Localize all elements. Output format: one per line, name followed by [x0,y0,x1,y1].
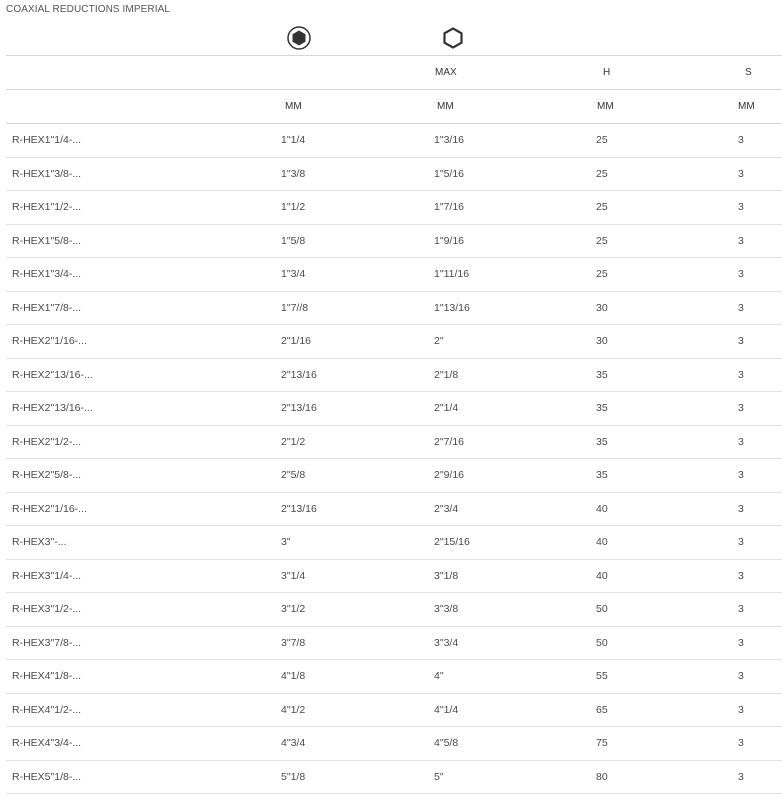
header-row-labels [6,56,782,90]
header-max: MAX [428,56,590,90]
cell-max: 1"7/16 [428,191,590,225]
cell-code[interactable]: R-HEX1"1/4-... [6,124,274,158]
cell-size: 2"13/16 [274,392,428,426]
cell-size: 3" [274,526,428,560]
cell-h: 40 [590,526,732,560]
header-col1 [274,56,428,90]
header-code [6,56,274,90]
cell-size: 2"13/16 [274,358,428,392]
cell-size: 2"5/8 [274,459,428,493]
cell-h: 35 [590,459,732,493]
cell-code[interactable]: R-HEX2"1/16-... [6,325,274,359]
cell-max: 1"3/16 [428,124,590,158]
table-row [6,660,782,694]
cell-h: 40 [590,559,732,593]
hexagon-outline-icon [441,26,465,50]
table-row [6,358,782,392]
cell-h: 25 [590,224,732,258]
cell-s: 3 [732,760,782,794]
cell-code[interactable]: R-HEX1"1/2-... [6,191,274,225]
table-row [6,760,782,794]
cell-code[interactable]: R-HEX3"7/8-... [6,626,274,660]
table-row [6,258,782,292]
page-title: COAXIAL REDUCTIONS IMPERIAL [6,4,171,15]
cell-s: 3 [732,124,782,158]
cell-s: 3 [732,660,782,694]
table-row [6,325,782,359]
table-row [6,124,782,158]
cell-h: 50 [590,626,732,660]
cell-s: 3 [732,191,782,225]
cell-code[interactable]: R-HEX4"1/8-... [6,660,274,694]
cell-h: 40 [590,492,732,526]
cell-size: 4"3/4 [274,727,428,761]
cell-max: 2"7/16 [428,425,590,459]
cell-max: 2"1/4 [428,392,590,426]
cell-code[interactable]: R-HEX1"3/4-... [6,258,274,292]
cell-s: 3 [732,392,782,426]
cell-max: 2"9/16 [428,459,590,493]
cell-h: 30 [590,291,732,325]
cell-h: 25 [590,124,732,158]
cell-h: 65 [590,693,732,727]
cell-s: 3 [732,157,782,191]
cell-s: 3 [732,224,782,258]
cell-size: 4"1/2 [274,693,428,727]
cell-s: 3 [732,325,782,359]
cell-h: 30 [590,325,732,359]
table-row [6,392,782,426]
cell-max: 2"1/8 [428,358,590,392]
unit-s: MM [732,90,782,124]
cell-max: 2"3/4 [428,492,590,526]
cell-size: 5"1/8 [274,760,428,794]
cell-code[interactable]: R-HEX5"1/8-... [6,760,274,794]
cell-h: 35 [590,358,732,392]
cell-h: 35 [590,425,732,459]
cell-size: 1"3/8 [274,157,428,191]
cell-size: 1"5/8 [274,224,428,258]
cell-s: 3 [732,526,782,560]
cell-h: 75 [590,727,732,761]
table-row [6,157,782,191]
cell-code[interactable]: R-HEX2"13/16-... [6,392,274,426]
shape-icons-row [0,22,782,54]
header-s: S [732,56,782,90]
cell-max: 2"15/16 [428,526,590,560]
cell-size: 3"1/2 [274,593,428,627]
table-row [6,626,782,660]
cell-s: 3 [732,425,782,459]
product-table [6,55,782,794]
cell-s: 3 [732,626,782,660]
cell-size: 2"13/16 [274,492,428,526]
cell-s: 3 [732,258,782,292]
cell-code[interactable]: R-HEX4"3/4-... [6,727,274,761]
cell-max: 3"3/4 [428,626,590,660]
table-row [6,459,782,493]
cell-code[interactable]: R-HEX3"-... [6,526,274,560]
unit-code [6,90,274,124]
cell-max: 4" [428,660,590,694]
cell-max: 2" [428,325,590,359]
header-row-units [6,90,782,124]
unit-col1: MM [274,90,428,124]
cell-h: 25 [590,191,732,225]
cell-h: 55 [590,660,732,694]
cell-max: 4"1/4 [428,693,590,727]
hexagon-filled-icon [287,26,311,50]
cell-s: 3 [732,593,782,627]
table-row [6,526,782,560]
table-row [6,593,782,627]
cell-s: 3 [732,727,782,761]
cell-code[interactable]: R-HEX2"1/2-... [6,425,274,459]
cell-max: 1"9/16 [428,224,590,258]
cell-code[interactable]: R-HEX1"7/8-... [6,291,274,325]
cell-max: 1"13/16 [428,291,590,325]
cell-size: 1"1/4 [274,124,428,158]
cell-size: 2"1/2 [274,425,428,459]
cell-size: 1"1/2 [274,191,428,225]
table-row [6,727,782,761]
cell-max: 1"5/16 [428,157,590,191]
cell-s: 3 [732,693,782,727]
header-h: H [590,56,732,90]
cell-max: 3"3/8 [428,593,590,627]
table-row [6,693,782,727]
cell-size: 1"3/4 [274,258,428,292]
cell-code[interactable]: R-HEX3"1/4-... [6,559,274,593]
cell-code[interactable]: R-HEX4"1/2-... [6,693,274,727]
cell-s: 3 [732,291,782,325]
cell-size: 4"1/8 [274,660,428,694]
cell-h: 25 [590,157,732,191]
table-row [6,191,782,225]
cell-size: 1"7//8 [274,291,428,325]
unit-max: MM [428,90,590,124]
cell-h: 80 [590,760,732,794]
cell-max: 5" [428,760,590,794]
cell-size: 3"1/4 [274,559,428,593]
cell-code[interactable]: R-HEX3"1/2-... [6,593,274,627]
cell-code[interactable]: R-HEX2"5/8-... [6,459,274,493]
table-row [6,224,782,258]
cell-max: 4"5/8 [428,727,590,761]
cell-max: 1"11/16 [428,258,590,292]
cell-size: 3"7/8 [274,626,428,660]
cell-s: 3 [732,459,782,493]
cell-s: 3 [732,492,782,526]
cell-size: 2"1/16 [274,325,428,359]
cell-h: 35 [590,392,732,426]
cell-code[interactable]: R-HEX2"13/16-... [6,358,274,392]
table-row [6,559,782,593]
cell-code[interactable]: R-HEX1"3/8-... [6,157,274,191]
cell-h: 25 [590,258,732,292]
cell-s: 3 [732,559,782,593]
table-row [6,291,782,325]
unit-h: MM [590,90,732,124]
table-row [6,492,782,526]
table-row [6,425,782,459]
cell-s: 3 [732,358,782,392]
cell-code[interactable]: R-HEX2"1/16-... [6,492,274,526]
cell-h: 50 [590,593,732,627]
cell-code[interactable]: R-HEX1"5/8-... [6,224,274,258]
cell-max: 3"1/8 [428,559,590,593]
